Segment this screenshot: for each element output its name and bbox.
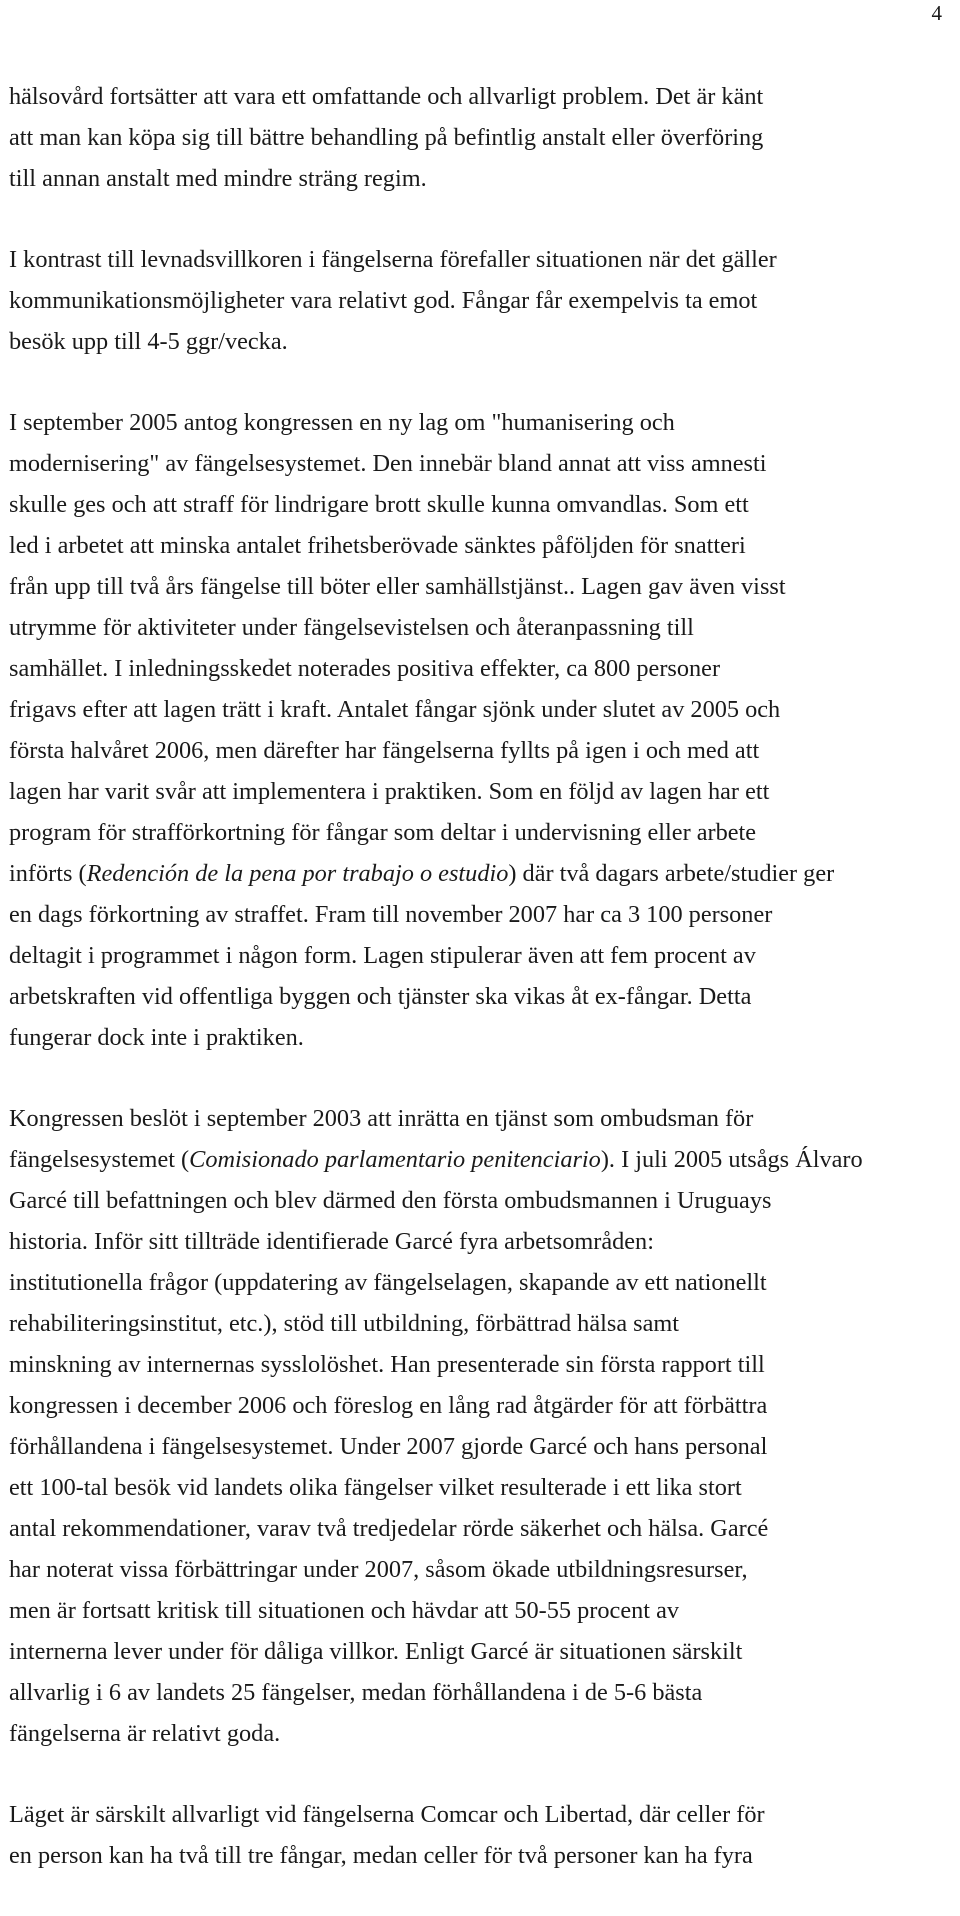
text-line: har noterat vissa förbättringar under 2007, såsom ökade utbildningsresurser, — [9, 1556, 748, 1583]
text-line: internerna lever under för dåliga villkor. Enligt Garcé är situationen särskilt — [9, 1638, 743, 1665]
text-line: arbetskraften vid offentliga byggen och tjänster ska vikas åt ex-fångar. Detta — [9, 983, 752, 1010]
italic-program-name: Redención de la pena por trabajo o estudio — [86, 860, 509, 887]
text-line-with-italic — [9, 1139, 945, 1180]
text-line: allvarlig i 6 av landets 25 fängelser, medan förhållandena i de 5-6 bästa — [9, 1679, 703, 1706]
text-line: fungerar dock inte i praktiken. — [9, 1024, 304, 1051]
text-line: institutionella frågor (uppdatering av fängelselagen, skapande av ett nationellt — [9, 1269, 767, 1296]
text-line: led i arbetet att minska antalet frihetsberövade sänktes påföljden för snatteri — [9, 532, 746, 559]
text-line: frigavs efter att lagen trätt i kraft. Antalet fångar sjönk under slutet av 2005 och — [9, 696, 781, 723]
text-line: modernisering" av fängelsesystemet. Den innebär bland annat att viss amnesti — [9, 450, 767, 477]
text-line: ett 100-tal besök vid landets olika fängelser vilket resulterade i ett lika stort — [9, 1474, 742, 1501]
italic-office-name: Comisionado parlamentario penitenciario — [189, 1146, 601, 1173]
text-line: förhållandena i fängelsesystemet. Under 2007 gjorde Garcé och hans personal — [9, 1433, 768, 1460]
text-line: I september 2005 antog kongressen en ny lag om "humanisering och — [9, 409, 675, 436]
paragraph-3 — [9, 402, 945, 1058]
text-line: historia. Inför sitt tillträde identifierade Garcé fyra arbetsområden: — [9, 1228, 654, 1255]
text-line: att man kan köpa sig till bättre behandling på befintlig anstalt eller överföring — [9, 124, 764, 151]
text-line: till annan anstalt med mindre sträng regim. — [9, 165, 427, 192]
text-segment: ). I juli 2005 utsågs Álvaro — [600, 1146, 863, 1173]
text-segment: införts ( — [9, 860, 87, 887]
paragraph-4 — [9, 1098, 945, 1754]
text-line: samhället. I inledningsskedet noterades positiva effekter, ca 800 personer — [9, 655, 721, 682]
text-line: lagen har varit svår att implementera i praktiken. Som en följd av lagen har ett — [9, 778, 770, 805]
text-line: utrymme för aktiviteter under fängelsevistelsen och återanpassning till — [9, 614, 694, 641]
text-line: fängelserna är relativt goda. — [9, 1720, 281, 1747]
text-line: kommunikationsmöjligheter vara relativt god. Fångar får exempelvis ta emot — [9, 287, 758, 314]
text-line: I kontrast till levnadsvillkoren i fängelserna förefaller situationen när det gäller — [9, 246, 777, 273]
text-line: Läget är särskilt allvarligt vid fängelserna Comcar och Libertad, där celler för — [9, 1801, 765, 1828]
text-line: Kongressen beslöt i september 2003 att inrätta en tjänst som ombudsman för — [9, 1105, 754, 1132]
text-line: första halvåret 2006, men därefter har fängelserna fyllts på igen i och med att — [9, 737, 760, 764]
page-number: 4 — [931, 1, 942, 25]
text-line: skulle ges och att straff för lindrigare brott skulle kunna omvandlas. Som ett — [9, 491, 749, 518]
paragraph-5 — [9, 1794, 945, 1876]
body-text — [9, 76, 945, 1916]
paragraph-2 — [9, 239, 945, 362]
text-line: besök upp till 4-5 ggr/vecka. — [9, 328, 288, 355]
text-line: rehabiliteringsinstitut, etc.), stöd till utbildning, förbättrad hälsa samt — [9, 1310, 680, 1337]
text-segment: fängelsesystemet ( — [9, 1146, 190, 1173]
text-line: program för strafförkortning för fångar som deltar i undervisning eller arbete — [9, 819, 757, 846]
text-line: en dags förkortning av straffet. Fram till november 2007 har ca 3 100 personer — [9, 901, 773, 928]
text-line: kongressen i december 2006 och föreslog en lång rad åtgärder för att förbättra — [9, 1392, 768, 1419]
text-line: från upp till två års fängelse till böter eller samhällstjänst.. Lagen gav även visst — [9, 573, 786, 600]
text-line: antal rekommendationer, varav två tredjedelar rörde säkerhet och hälsa. Garcé — [9, 1515, 769, 1542]
text-line: minskning av internernas sysslolöshet. Han presenterade sin första rapport till — [9, 1351, 765, 1378]
text-segment: ) där två dagars arbete/studier ger — [508, 860, 835, 887]
text-line: hälsovård fortsätter att vara ett omfattande och allvarligt problem. Det är känt — [9, 83, 764, 110]
text-line: en person kan ha två till tre fångar, medan celler för två personer kan ha fyra — [9, 1842, 753, 1869]
text-line: deltagit i programmet i någon form. Lagen stipulerar även att fem procent av — [9, 942, 756, 969]
text-line: men är fortsatt kritisk till situationen och hävdar att 50-55 procent av — [9, 1597, 680, 1624]
text-line: Garcé till befattningen och blev därmed den första ombudsmannen i Uruguays — [9, 1187, 772, 1214]
text-line-with-italic — [9, 853, 945, 894]
paragraph-1 — [9, 76, 945, 199]
